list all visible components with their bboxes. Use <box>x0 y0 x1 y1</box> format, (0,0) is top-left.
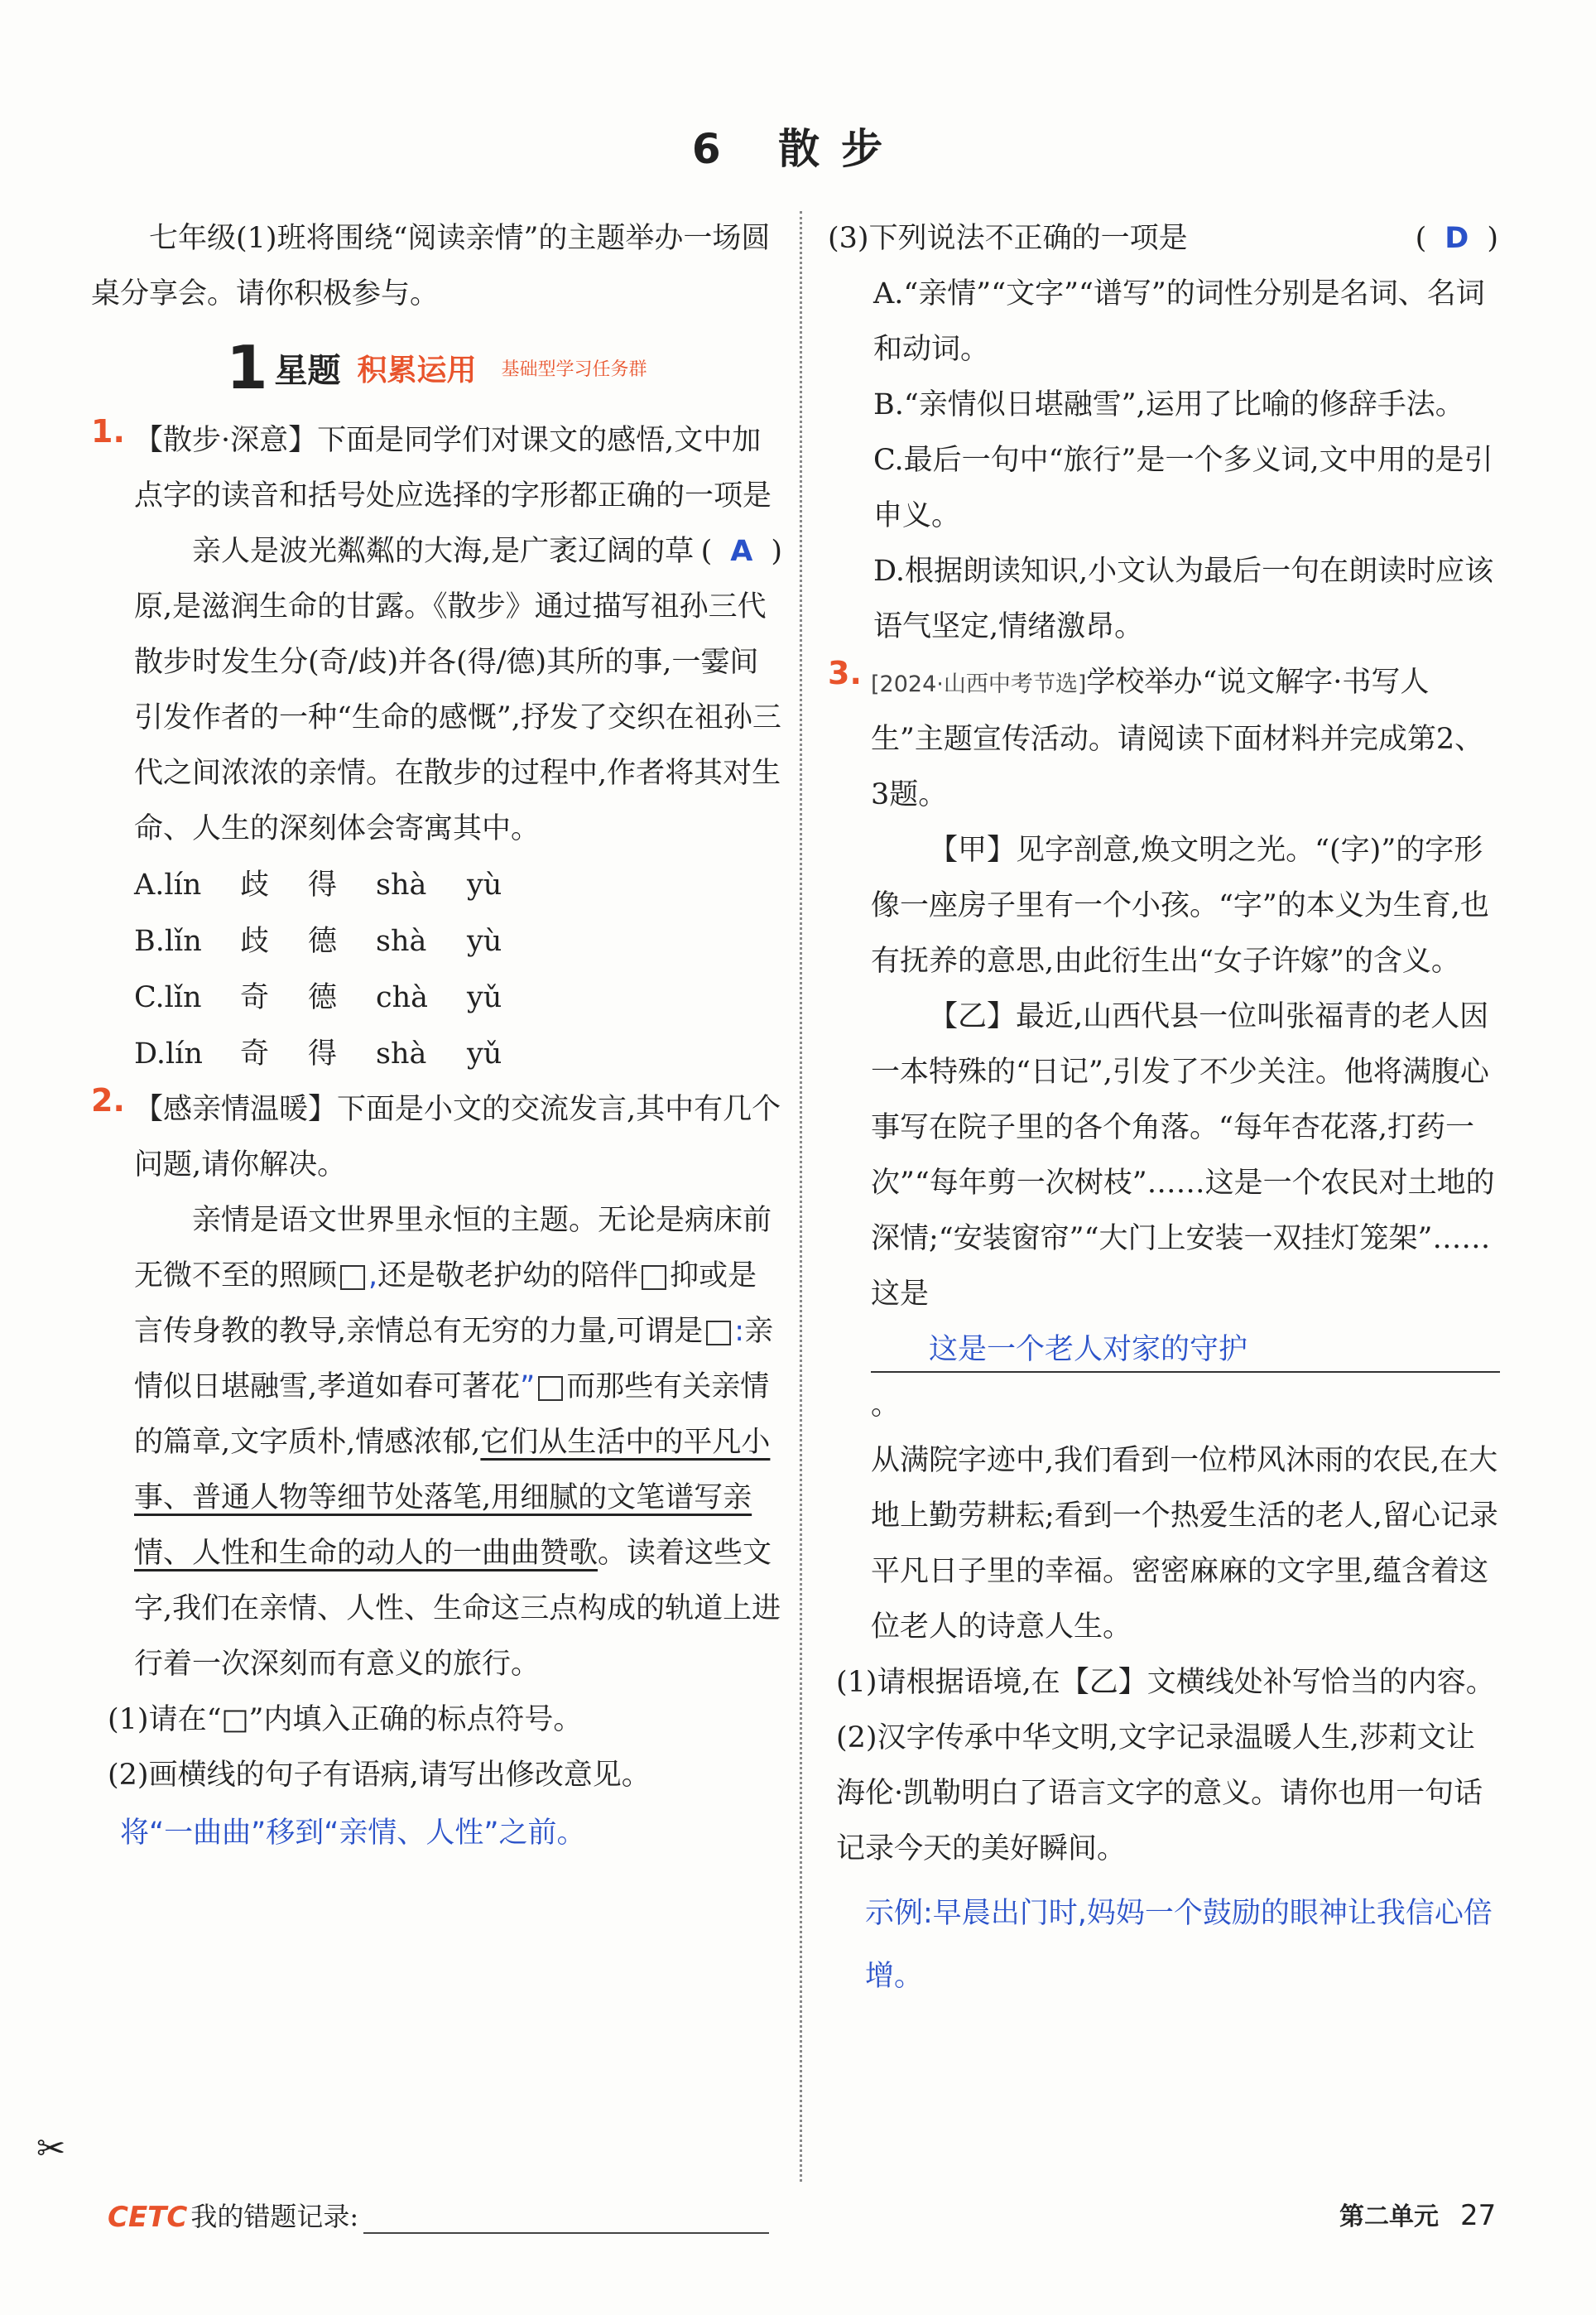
section-banner <box>91 322 782 413</box>
punct-answer-2: : <box>734 1315 745 1348</box>
question-2-sub3-answer: D <box>1445 222 1469 255</box>
question-3-stem: [2024·山西中考节选]学校举办“说文解字·书写人生”主题宣传活动。请阅读下面材料并完成第2、3题。 <box>871 666 1484 811</box>
question-2-sub3: (3)下列说法不正确的一项是 ( D ) <box>828 211 1498 267</box>
question-2-sub3-answer-paren: ( D ) <box>1415 222 1498 255</box>
brand-logo: CETC <box>108 2201 188 2234</box>
question-3-number: 3. <box>828 655 862 691</box>
fill-blank-answer[interactable]: 这是一个老人对家的守护 <box>871 1328 1500 1373</box>
question-2-stem: 【感亲情温暖】下面是小文的交流发言,其中有几个问题,请你解决。 <box>134 1093 781 1182</box>
page-number: 27 <box>1460 2199 1497 2232</box>
option-d: D.lín 奇 得 shà yǔ <box>134 1037 502 1071</box>
punct-box[interactable] <box>538 1376 563 1401</box>
punct-box[interactable] <box>642 1265 666 1290</box>
punct-answer-3: ” <box>520 1370 536 1403</box>
sub3-option-d: D.根据朗读知识,小文认为最后一句在朗读时应该语气坚定,情绪激昂。 <box>873 555 1494 643</box>
question-3-sub2: (2)汉字传承中华文明,文字记录温暖人生,莎莉文让海伦·凯勒明白了语言文字的意义。请你也用一句话记录今天的美好瞬间。 <box>836 1721 1483 1865</box>
question-2-passage: 亲情是语文世界里永恒的主题。无论是病床前无微不至的照顾 ,还是敬老护幼的陪伴 抑或是言传身教的教导,亲情总有无穷的力量,可谓是 :亲情似日堪融雪,孝道如春可著花” 而那些有关亲情的篇章,文字质朴,情感浓郁,它们从生活中的平凡小事、普通人物等细节处落笔,用细腻的文笔谱写亲情、人性和生命的动人的一曲曲赞歌。读着这些文字,我们在亲情、人性、生命这三点构成的轨道上进行着一次深刻而有意义的旅行。 <box>134 1204 781 1681</box>
question-1-stem-text: 【散步·深意】下面是同学们对课文的感悟,文中加点字的读音和括号处应选择的字形都正确的一项是 <box>134 424 772 513</box>
question-1-answer-paren: ( A ) <box>700 535 782 568</box>
banner-star-number: 1 <box>226 333 268 402</box>
error-record-label: 我的错题记录: <box>190 2201 359 2232</box>
question-2-answer2: 将“一曲曲”移到“亲情、人性”之前。 <box>120 1817 586 1850</box>
sub3-option-b: B.“亲情似日堪融雪”,运用了比喻的修辞手法。 <box>873 388 1464 421</box>
banner-task-group: 基础型学习任务群 <box>501 359 647 380</box>
scissors-icon: ✂ <box>36 2128 66 2168</box>
material-yi: 【乙】最近,山西代县一位叫张福青的老人因一本特殊的“日记”,引发了不少关注。他将满腹心事写在院子里的各个角落。“每年杏花落,打药一次”“每年剪一次树枝”……这是一个农民对土地的深情;“安装窗帘”“大门上安装一双挂灯笼架”……这是 这是一个老人对家的守护。 从满院字迹中,我们看到一位栉风沐雨的农民,在大地上勤劳耕耘;看到一个热爱生活的老人,留心记录平凡日子里的幸福。密密麻麻的文字里,蕴含着这位老人的诗意人生。 <box>828 989 1498 1655</box>
unit-label: 第二单元 <box>1339 2202 1439 2231</box>
sub3-option-c: C.最后一句中“旅行”是一个多义词,文中用的是引申义。 <box>873 444 1493 532</box>
question-3-sub1: (1)请根据语境,在【乙】文横线处补写恰当的内容。 <box>836 1666 1495 1699</box>
question-3-answer2: 示例:早晨出门时,妈妈一个鼓励的眼神让我信心倍增。 <box>865 1897 1493 1993</box>
option-a: A.lín 歧 得 shà yù <box>134 869 502 902</box>
question-1-options <box>91 857 782 1082</box>
option-c: C.lǐn 奇 德 chà yǔ <box>134 981 502 1014</box>
error-record-line[interactable] <box>363 2206 769 2234</box>
intro-text: 七年级(1)班将围绕“阅读亲情”的主题举办一场圆桌分享会。请你积极参与。 <box>91 222 771 310</box>
punct-box[interactable] <box>340 1265 365 1290</box>
question-2 <box>91 1082 782 1193</box>
punct-box[interactable] <box>706 1321 731 1345</box>
question-1-answer: A <box>730 535 753 568</box>
option-b: B.lǐn 歧 德 shà yù <box>134 925 502 958</box>
question-1 <box>91 413 782 568</box>
question-1-number: 1. <box>91 413 125 450</box>
question-3-source: [2024·山西中考节选] <box>871 671 1087 697</box>
right-column <box>828 211 1498 2008</box>
sub3-option-a: A.“亲情”“文字”“谱写”的词性分别是名词、名词和动词。 <box>873 277 1485 366</box>
left-column <box>91 211 782 1863</box>
column-divider <box>800 211 802 2182</box>
material-jia: 【甲】见字剖意,焕文明之光。“(字)”的字形像一座房子里有一个小孩。“字”的本义为生育,也有抚养的意思,由此衍生出“女子许嫁”的含义。 <box>871 834 1489 978</box>
question-1-passage: 亲人是波光粼粼的大海,是广袤辽阔的草原,是滋润生命的甘露。《散步》通过描写祖孙三代散步时发生分(奇/歧)并各(得/德)其所的事,一霎间引发作者的一种“生命的感慨”,抒发了交织在祖孙三代之间浓浓的亲情。在散步的过程中,作者将其对生命、人生的深刻体会寄寓其中。 <box>134 535 781 845</box>
banner-category: 积累运用 <box>357 353 477 387</box>
underlined-sentence: 它们从生活中的平凡小事、普通人物等细节处落笔,用细腻的文笔谱写亲情、人性和生命的动人的一曲曲赞歌 <box>134 1426 771 1570</box>
page-footer <box>1339 2196 1496 2232</box>
question-2-sub1: (1)请在“□”内填入正确的标点符号。 <box>108 1703 583 1736</box>
question-1-stem <box>134 413 782 568</box>
question-3 <box>828 655 1498 823</box>
banner-star-label: 星题 <box>274 351 341 390</box>
error-record <box>108 2196 769 2234</box>
page-title: 6 散步 <box>691 125 905 173</box>
question-2-sub2: (2)画横线的句子有语病,请写出修改意见。 <box>108 1759 651 1792</box>
question-2-number: 2. <box>91 1082 125 1119</box>
punct-answer-1: , <box>368 1259 378 1292</box>
